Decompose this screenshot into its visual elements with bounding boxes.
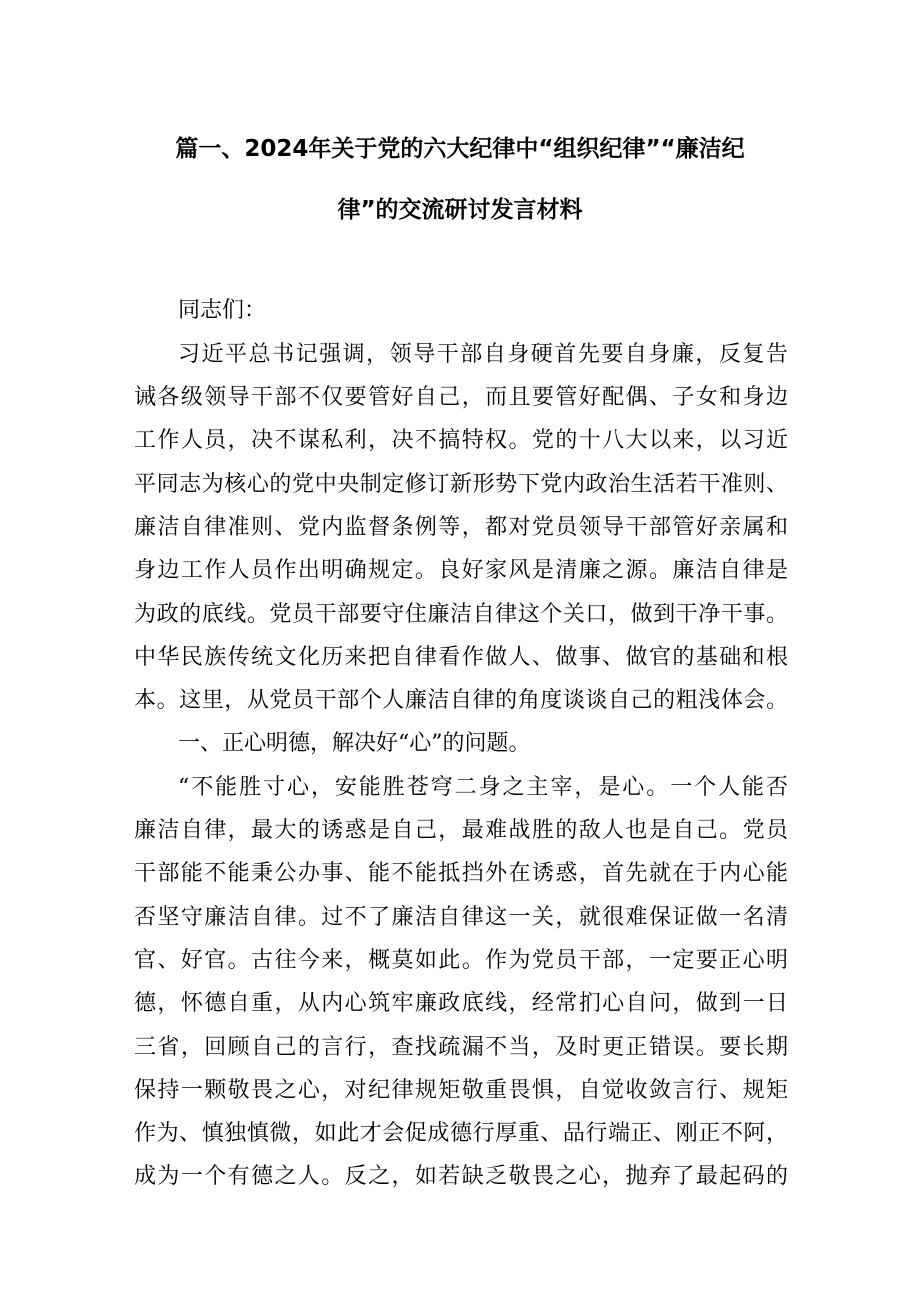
section-heading: 一、正心明德，解决好“心”的问题。: [178, 731, 531, 756]
paragraph-line: 作为、慎独慎微，如此才会促成德行厚重、品行端正、刚正不阿，: [134, 1121, 788, 1146]
paragraph-line: 工作人员，决不谋私利，决不搞特权。党的十八大以来，以习近: [134, 428, 788, 453]
paragraph-line: 为政的底线。党员干部要守住廉洁自律这个关口，做到干净干事。: [134, 602, 788, 627]
paragraph-line: 否坚守廉洁自律。过不了廉洁自律这一关，就很难保证做一名清: [134, 905, 788, 930]
paragraph-line: 诫各级领导干部不仅要管好自己，而且要管好配偶、子女和身边: [134, 385, 788, 410]
paragraph-line: 成为一个有德之人。反之，如若缺乏敬畏之心，抛弃了最起码的: [134, 1164, 788, 1189]
paragraph-line: “不能胜寸心，安能胜苍穹二身之主宰，是心。一个人能否: [178, 775, 788, 800]
paragraph-line: 干部能不能秉公办事、能不能抵挡外在诱惑，首先就在于内心能: [134, 861, 788, 886]
paragraph-line: 中华民族传统文化历来把自律看作做人、做事、做官的基础和根: [134, 645, 788, 670]
salutation: 同志们：: [178, 298, 267, 323]
document-title-line-1: 篇一、2024年关于党的六大纪律中“组织纪律”“廉洁纪: [175, 136, 745, 162]
paragraph-line: 德，怀德自重，从内心筑牢廉政底线，经常扪心自问，做到一日: [134, 991, 788, 1016]
paragraph-line: 保持一颗敬畏之心，对纪律规矩敬重畏惧，自觉收敛言行、规矩: [134, 1078, 788, 1103]
paragraph-line: 三省，回顾自己的言行，查找疏漏不当，及时更正错误。要长期: [134, 1035, 788, 1060]
paragraph-line: 平同志为核心的党中央制定修订新形势下党内政治生活若干准则、: [134, 472, 788, 497]
paragraph-line: 廉洁自律，最大的诱惑是自己，最难战胜的敌人也是自己。党员: [134, 818, 788, 843]
paragraph-line: 习近平总书记强调，领导干部自身硬首先要自身廉，反复告: [178, 342, 788, 367]
document-title-line-2: 律”的交流研讨发言材料: [337, 197, 583, 223]
paragraph-line: 廉洁自律准则、党内监督条例等，都对党员领导干部管好亲属和: [134, 515, 788, 540]
paragraph-line: 官、好官。古往今来，概莫如此。作为党员干部，一定要正心明: [134, 948, 788, 973]
paragraph-line: 身边工作人员作出明确规定。良好家风是清廉之源。廉洁自律是: [134, 558, 788, 583]
paragraph-line: 本。这里，从党员干部个人廉洁自律的角度谈谈自己的粗浅体会。: [134, 688, 788, 713]
